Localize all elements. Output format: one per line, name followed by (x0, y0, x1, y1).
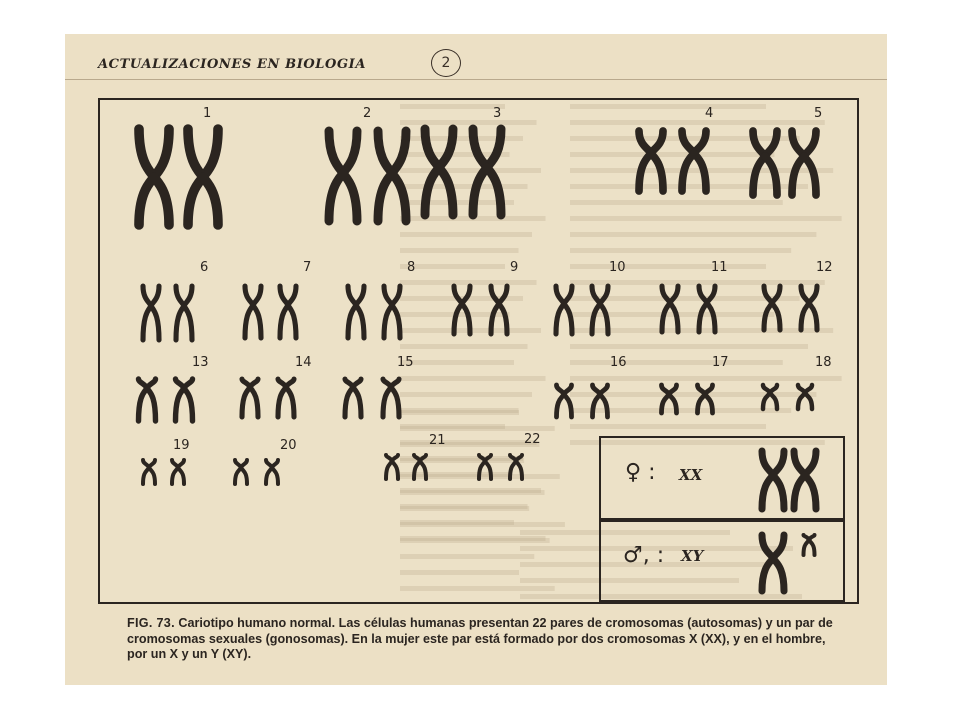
chromosome-14b (278, 379, 294, 417)
chromosome-drawing (100, 100, 861, 606)
chromosome-9b (491, 286, 507, 334)
pair-label-2: 2 (363, 106, 372, 121)
chromosome-5a (753, 131, 777, 195)
chromosome-11b (699, 286, 715, 332)
chromosome-11a (662, 286, 678, 332)
chromatid-arm (253, 305, 261, 338)
chromatid-arm (801, 303, 809, 330)
chromosome-14a (242, 379, 258, 417)
chromatid-arm (378, 131, 392, 173)
chromatid-arm (600, 394, 608, 417)
chromatid-arm (600, 304, 608, 334)
chromatid-arm (592, 304, 600, 334)
chromatid-arm (764, 303, 772, 330)
chromatid-arm (253, 286, 261, 305)
male-xy-label: XY (681, 547, 704, 565)
chromosome-16b (593, 385, 608, 417)
chromatid-arm (176, 306, 184, 340)
pair-label-8: 8 (407, 260, 416, 275)
chromatid-arm (593, 394, 601, 417)
chromatid-arm (669, 394, 677, 413)
chromatid-arm (392, 305, 400, 338)
chromatid-arm (203, 177, 218, 225)
chromatid-arm (386, 461, 392, 479)
pair-label-14: 14 (295, 355, 312, 370)
pair-label-18: 18 (815, 355, 832, 370)
figure-number: FIG. 73. (127, 616, 175, 630)
chromatid-arm (154, 129, 169, 177)
chromatid-arm (383, 387, 391, 417)
pair-label-20: 20 (280, 438, 297, 453)
female-symbol: ♀ : (625, 460, 656, 485)
chromatid-arm (286, 387, 294, 417)
chromatid-arm (272, 468, 278, 485)
chromatid-arm (143, 306, 151, 340)
book-page (65, 34, 887, 685)
chromatid-arm (356, 286, 364, 305)
chromosome-12a (764, 286, 780, 330)
chromatid-arm (804, 156, 816, 195)
chromatid-arm (149, 468, 155, 485)
chromatid-arm (557, 394, 565, 417)
chromatid-arm (765, 156, 777, 195)
chromatid-arm (564, 286, 572, 304)
chromatid-arm (773, 451, 784, 475)
pair-label-15: 15 (397, 355, 414, 370)
chromatid-arm (772, 286, 780, 303)
chromatid-arm (485, 461, 491, 479)
chromatid-arm (139, 177, 154, 225)
pair-label-11: 11 (711, 260, 728, 275)
chromatid-arm (392, 461, 398, 479)
chromosome-13a (139, 379, 156, 421)
chromosome-17b (698, 385, 713, 413)
chromatid-arm (462, 304, 470, 334)
chromosome-8b (384, 286, 400, 338)
chromosome-18a (763, 385, 777, 409)
chromatid-arm (151, 286, 159, 306)
pair-label-6: 6 (200, 260, 209, 275)
chromosome-16a (557, 385, 572, 417)
chromatid-arm (556, 304, 564, 334)
chromatid-arm (188, 177, 203, 225)
chromatid-arm (699, 303, 707, 332)
pair-label-21: 21 (429, 433, 446, 448)
male-symbol: ♂, : (623, 543, 665, 568)
chromosome-6b (176, 286, 192, 340)
chromatid-arm (707, 303, 715, 332)
chromosome-2a (329, 131, 357, 221)
karyotype-figure (98, 98, 859, 604)
chromatid-arm (353, 387, 361, 417)
chromosome-17a (662, 385, 677, 413)
pair-label-12: 12 (816, 260, 833, 275)
chromatid-arm (139, 129, 154, 177)
chromatid-arm (662, 394, 670, 413)
pair-label-10: 10 (609, 260, 626, 275)
pair-label-22: 22 (524, 432, 541, 447)
pair-label-4: 4 (705, 106, 714, 121)
chromatid-arm (473, 167, 487, 215)
chromatid-arm (414, 461, 420, 479)
pair-label-16: 16 (610, 355, 627, 370)
caption-text: Cariotipo humano normal. Las células humanas presentan 22 pares de cromosomas (autosomas) y un par de cromosomas sexuales (gonosomas). En la mujer este par está formado por dos cromosomas X (XX), y en el hombre, por un X y un Y (XY). (127, 616, 833, 661)
chromatid-arm (143, 286, 151, 306)
chromatid-arm (288, 305, 296, 338)
chromatid-arm (487, 167, 501, 215)
chromatid-arm (235, 468, 241, 485)
chromatid-arm (564, 304, 572, 334)
chromatid-arm (694, 153, 706, 191)
chromatid-arm (245, 305, 253, 338)
chromatid-arm (809, 540, 815, 555)
chromatid-arm (682, 153, 694, 191)
chromosome-4b (682, 131, 706, 191)
chromatid-arm (794, 475, 805, 509)
chromosome-21a (386, 455, 398, 479)
chromatid-arm (639, 153, 651, 191)
chromatid-arm (705, 394, 713, 413)
chromatid-arm (762, 558, 773, 591)
chromatid-arm (479, 461, 485, 479)
chromatid-arm (662, 303, 670, 332)
chromatid-arm (499, 304, 507, 334)
chromosome-5b (792, 131, 816, 195)
chromatid-arm (184, 306, 192, 340)
running-header: ACTUALIZACIONES EN BIOLOGIA (98, 57, 367, 72)
chromosome-19b (172, 460, 184, 484)
chromatid-arm (184, 388, 193, 421)
chromatid-arm (792, 156, 804, 195)
chromatid-arm (266, 468, 272, 485)
chromatid-arm (154, 177, 169, 225)
chromatid-arm (425, 129, 439, 167)
pair-label-19: 19 (173, 438, 190, 453)
chromatid-arm (805, 475, 816, 509)
chromatid-arm (454, 304, 462, 334)
pair-label-5: 5 (814, 106, 823, 121)
chromatid-arm (329, 131, 343, 173)
chromatid-arm (172, 468, 178, 485)
chromosome-9a (454, 286, 470, 334)
chromatid-arm (707, 286, 715, 303)
chromatid-arm (804, 131, 816, 156)
chromosome-1b (188, 129, 218, 225)
chromosome-3a (425, 129, 453, 215)
chromosome-15a (345, 379, 361, 417)
chromatid-arm (462, 286, 470, 304)
chromosome-22b (510, 455, 522, 479)
pair-label-17: 17 (712, 355, 729, 370)
chromatid-arm (280, 305, 288, 338)
chromatid-arm (250, 387, 258, 417)
chromatid-arm (753, 156, 765, 195)
chromosome-15b (383, 379, 399, 417)
chromosome-x-female-b (794, 451, 816, 509)
chromatid-arm (139, 388, 148, 421)
chromosome-3b (473, 129, 501, 215)
chromosome-21b (414, 455, 426, 479)
chromosome-4a (639, 131, 663, 191)
chromatid-arm (278, 387, 286, 417)
chromatid-arm (491, 304, 499, 334)
pair-label-13: 13 (192, 355, 209, 370)
chromatid-arm (178, 468, 184, 485)
chromatid-arm (188, 129, 203, 177)
chromatid-arm (773, 558, 784, 591)
chromatid-arm (384, 305, 392, 338)
chromosome-13b (176, 379, 193, 421)
chromatid-arm (762, 475, 773, 509)
chromatid-arm (241, 468, 247, 485)
chromatid-arm (391, 387, 399, 417)
chromatid-arm (670, 303, 678, 332)
pair-label-3: 3 (493, 106, 502, 121)
chromatid-arm (765, 131, 777, 156)
chromatid-arm (439, 167, 453, 215)
chromosome-1a (139, 129, 169, 225)
chromatid-arm (176, 388, 185, 421)
pair-label-9: 9 (510, 260, 519, 275)
chromatid-arm (184, 286, 192, 306)
chromatid-arm (510, 461, 516, 479)
chromatid-arm (770, 393, 777, 409)
chromatid-arm (805, 451, 816, 475)
chromosome-7b (280, 286, 296, 338)
chromatid-arm (203, 129, 218, 177)
chromatid-arm (348, 305, 356, 338)
chromosome-x-female-a (762, 451, 784, 509)
figure-caption (127, 616, 847, 663)
page-number-mark: 2 (431, 49, 461, 77)
chromosome-x-male (762, 535, 784, 591)
chromatid-arm (392, 286, 400, 305)
chromosome-10b (592, 286, 608, 334)
chromatid-arm (343, 173, 357, 221)
chromosome-20b (266, 460, 278, 484)
chromatid-arm (805, 393, 812, 409)
chromatid-arm (773, 535, 784, 558)
chromatid-arm (473, 129, 487, 167)
chromatid-arm (516, 461, 522, 479)
chromosome-2b (378, 131, 406, 221)
chromatid-arm (151, 306, 159, 340)
chromatid-arm (345, 387, 353, 417)
chromosome-22a (479, 455, 491, 479)
chromatid-arm (343, 131, 357, 173)
chromosome-19a (143, 460, 155, 484)
chromosome-6a (143, 286, 159, 340)
chromatid-arm (392, 131, 406, 173)
chromatid-arm (487, 129, 501, 167)
chromatid-arm (772, 303, 780, 330)
chromatid-arm (356, 305, 364, 338)
chromatid-arm (809, 286, 817, 303)
chromatid-arm (651, 153, 663, 191)
chromatid-arm (176, 286, 184, 306)
chromatid-arm (439, 129, 453, 167)
pair-label-1: 1 (203, 106, 212, 121)
chromatid-arm (670, 286, 678, 303)
chromatid-arm (564, 394, 572, 417)
chromatid-arm (147, 388, 156, 421)
chromatid-arm (242, 387, 250, 417)
chromatid-arm (329, 173, 343, 221)
chromosome-12b (801, 286, 817, 330)
chromatid-arm (378, 173, 392, 221)
chromatid-arm (425, 167, 439, 215)
chromatid-arm (288, 286, 296, 305)
chromatid-arm (600, 286, 608, 304)
chromatid-arm (143, 468, 149, 485)
chromosome-8a (348, 286, 364, 338)
chromosome-7a (245, 286, 261, 338)
chromatid-arm (698, 394, 706, 413)
chromatid-arm (499, 286, 507, 304)
chromatid-arm (809, 303, 817, 330)
chromosome-18b (798, 385, 812, 409)
chromosome-20a (235, 460, 247, 484)
header-rule (65, 79, 887, 80)
chromosome-10a (556, 286, 572, 334)
chromatid-arm (773, 475, 784, 509)
chromatid-arm (420, 461, 426, 479)
chromatid-arm (392, 173, 406, 221)
pair-label-7: 7 (303, 260, 312, 275)
female-xx-label: XX (679, 466, 703, 484)
chromosome-y-male (804, 535, 815, 555)
